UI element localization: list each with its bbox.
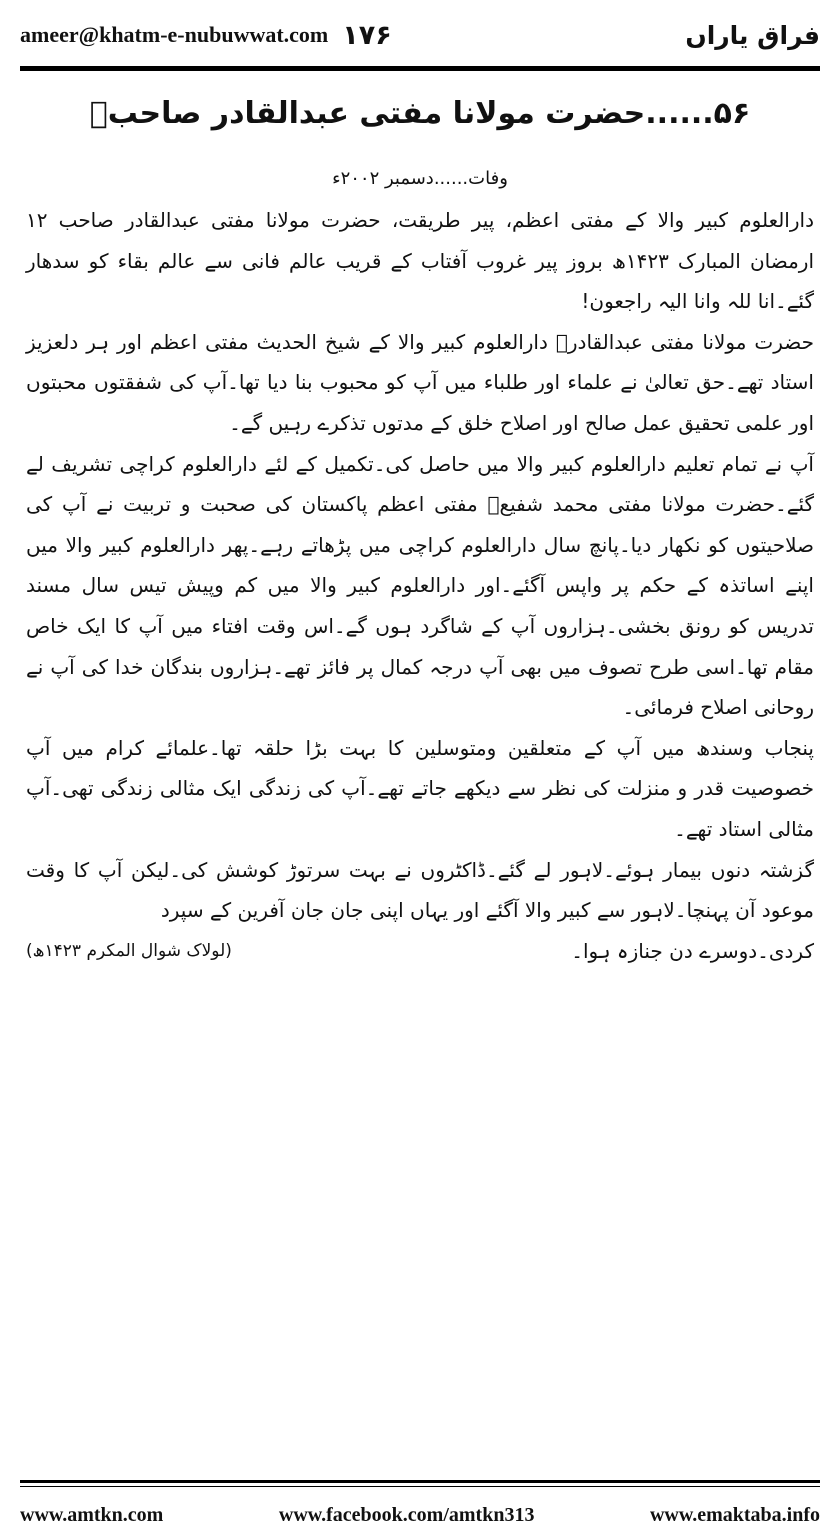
footer-link-amtkn[interactable]: www.amtkn.com (20, 1503, 164, 1526)
page-header (20, 12, 820, 58)
paragraph-3: آپ نے تمام تعلیم دارالعلوم کبیر والا میں حاصل کی۔تکمیل کے لئے دارالعلوم کراچی تشریف لے گئے۔حضرت مولانا مفتی محمد شفیعؒ مفتی اعظم پاکستان کی صحبت و تربیت نے آپ کی صلاحیتوں کو نکھار دیا۔پانچ سال دارالعلوم کراچی میں پڑھاتے رہے۔پھر دارالعلوم کبیر والا میں اپنے اساتذہ کے حکم پر واپس آگئے۔اور دارالعلوم کبیر والا میں کم وپیش تیس سال مسند تدریس کو رونق بخشی۔ہزاروں آپ کے شاگرد ہوں گے۔اس وقت افتاء میں آپ کا ایک خاص مقام تھا۔اسی طرح تصوف میں بھی آپ درجہ کمال پر فائز تھے۔ہزاروں بندگان خدا کی آپ نے روحانی اصلاح فرمائی۔ (26, 451, 814, 720)
paragraph-4: پنجاب وسندھ میں آپ کے متعلقین ومتوسلین کا بہت بڑا حلقہ تھا۔علمائے کرام میں آپ خصوصیت قدر و منزلت کی نظر سے دیکھے جاتے تھے۔آپ کی زندگی ایک مثالی زندگی تھی۔آپ مثالی استاد تھے۔ (26, 735, 814, 841)
header-left (20, 20, 392, 51)
page-footer (20, 1500, 820, 1530)
header-rule (20, 66, 820, 71)
footer-rule-thin (20, 1486, 820, 1487)
death-date: وفات......دسمبر ۲۰۰۲ء (332, 168, 508, 189)
last-sentence: کردی۔دوسرے دن جنازہ ہوا۔ (571, 938, 814, 963)
paragraph-1: دارالعلوم کبیر والا کے مفتی اعظم، پیر طریقت، حضرت مولانا مفتی عبدالقادر صاحب ۱۲ ارمضان المبارک ۱۴۲۳ھ بروز پیر غروب آفتاب کے قریب عالم فانی سے عالم بقاء کو سدھار گئے۔انا للہ وانا الیہ راجعون! (26, 208, 814, 314)
article-body (26, 200, 814, 971)
book-title: فراق یاراں (685, 20, 820, 50)
footer-link-facebook[interactable]: www.facebook.com/amtkn313 (278, 1503, 535, 1526)
footer-rule (20, 1480, 820, 1483)
paragraph-2: حضرت مولانا مفتی عبدالقادرؒ دارالعلوم کبیر والا کے شیخ الحدیث مفتی اعظم اور ہر دلعزیز استاد تھے۔حق تعالیٰ نے علماء اور طلباء میں آپ کو محبوب بنا دیا تھا۔آپ کی شفقتوں محبتوں اور علمی تحقیق عمل صالح اور اصلاح خلق کے مدتوں تذکرے رہیں گے۔ (26, 329, 814, 435)
closing-line (26, 931, 814, 972)
paragraph-5: گزشتہ دنوں بیمار ہوئے۔لاہور لے گئے۔ڈاکٹروں نے بہت سرتوڑ کوشش کی۔لیکن آپ کا وقت موعود آن پہنچا۔لاہور سے کبیر والا آگئے اور یہاں اپنی جان جان آفرین کے سپرد (26, 857, 814, 923)
source-reference: (لولاک شوال المکرم ۱۴۲۳ھ) (26, 940, 232, 961)
page-number: ۱۷۶ (342, 19, 392, 51)
article-heading: ۵۶......حضرت مولانا مفتی عبدالقادر صاحبؒ (89, 96, 751, 131)
footer-link-emaktaba[interactable]: www.emaktaba.info (649, 1503, 820, 1526)
header-email: ameer@khatm-e-nubuwwat.com (20, 22, 329, 47)
